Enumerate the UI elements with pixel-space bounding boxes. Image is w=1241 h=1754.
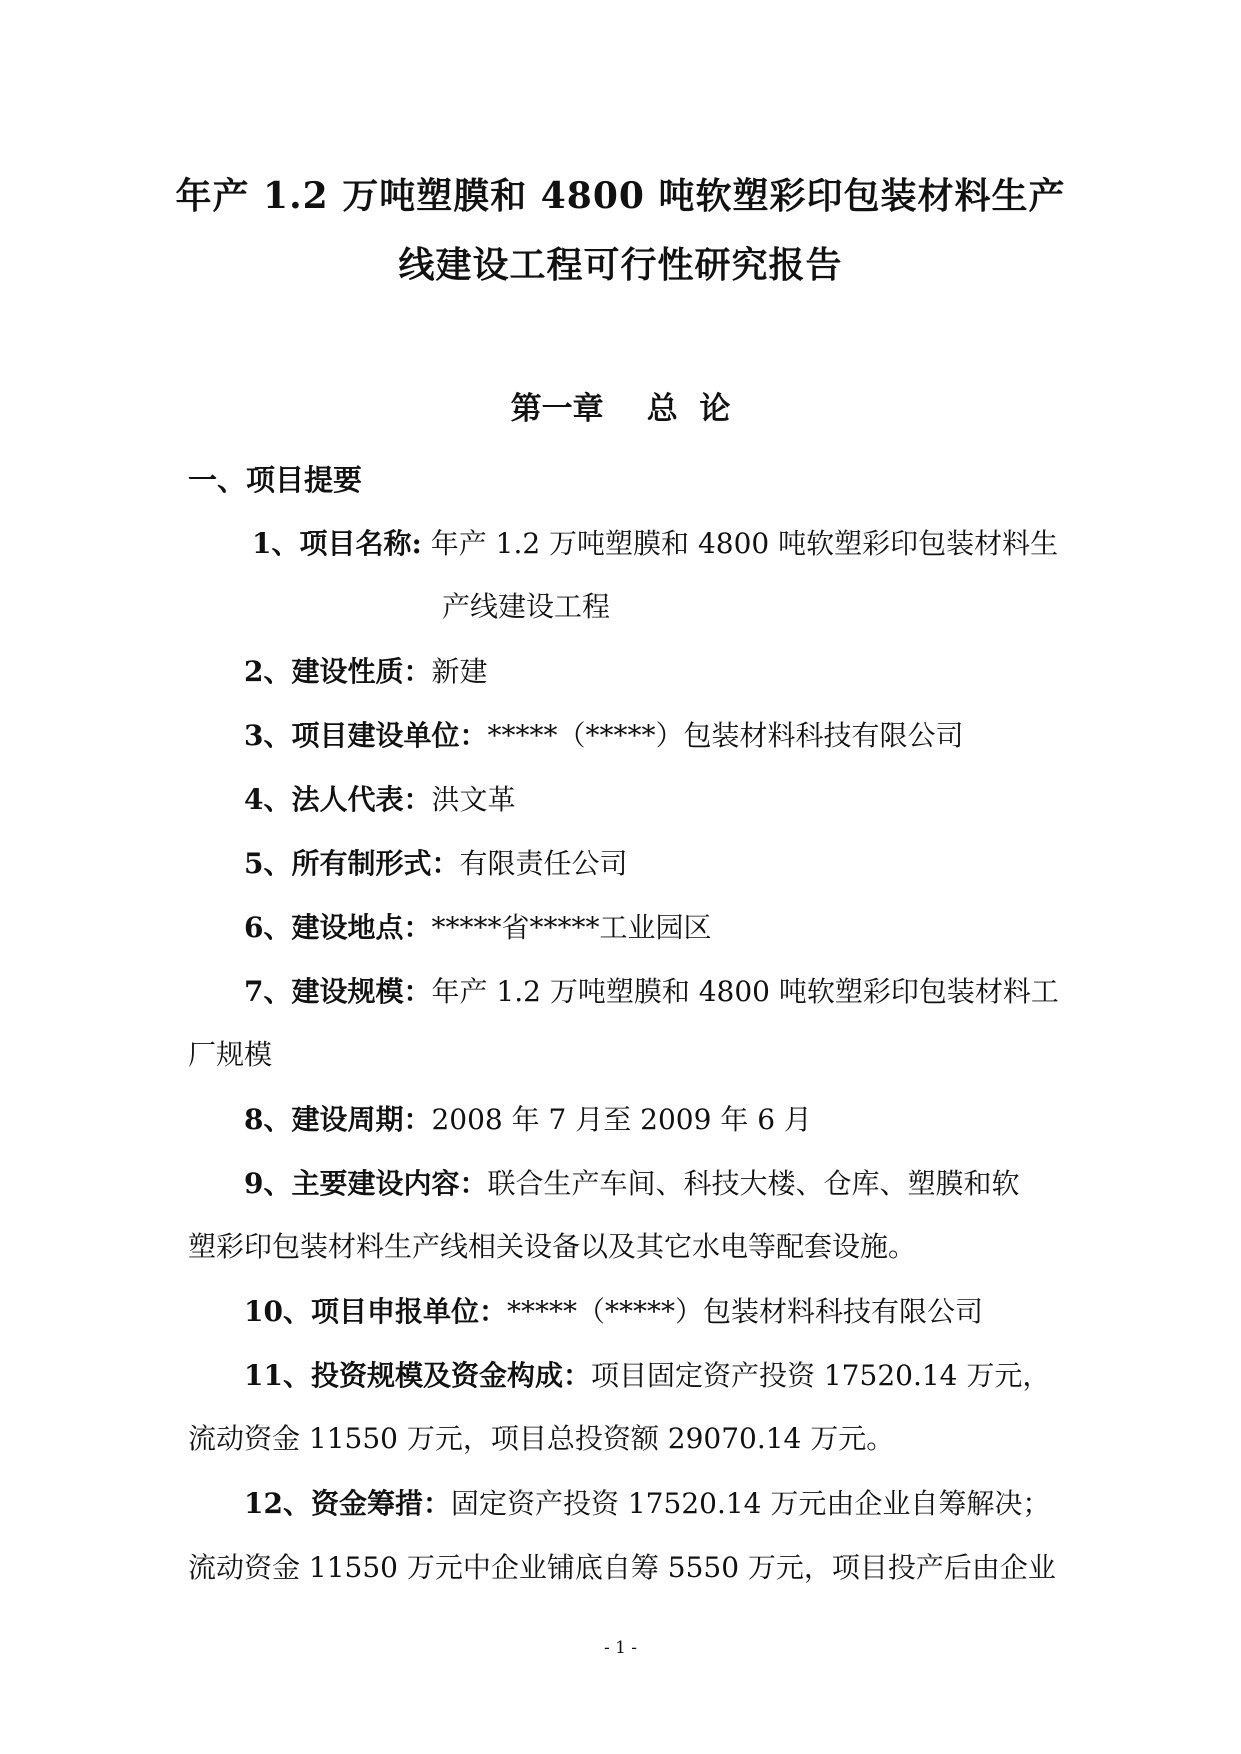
item-continuation: 流动资金 11550 万元，项目总投资额 29070.14 万元。 [188, 1422, 895, 1455]
section-heading: 一、项目提要 [188, 463, 363, 497]
item-value: 洪文革 [431, 783, 516, 816]
item-value: 有限责任公司 [459, 847, 628, 880]
item-continuation: 流动资金 11550 万元中企业铺底自筹 5550 万元，项目投产后由企业 [188, 1551, 1056, 1584]
report-title-line-1: 年产 1.2 万吨塑膜和 4800 吨软塑彩印包装材料生产 [175, 175, 1066, 217]
item-declaring-unit [244, 1295, 983, 1329]
item-value: 项目固定资产投资 17520.14 万元， [590, 1359, 1051, 1392]
item-construction-period [244, 1103, 812, 1137]
item-construction-unit [244, 719, 964, 753]
item-label: 4、法人代表： [244, 783, 432, 816]
item-project-name [252, 527, 1058, 561]
item-label: 5、所有制形式： [244, 847, 460, 880]
item-fund-raising [244, 1487, 1050, 1521]
item-label: 12、资金筹措： [244, 1487, 451, 1520]
chapter-heading: 第一章 总 论 [510, 391, 731, 427]
item-label: 3、项目建设单位： [244, 719, 488, 752]
report-title-line-2: 线建设工程可行性研究报告 [398, 244, 843, 286]
item-label: 9、主要建设内容： [244, 1167, 488, 1200]
item-continuation: 产线建设工程 [442, 590, 611, 623]
item-ownership-form [244, 847, 628, 881]
item-label: 10、项目申报单位： [244, 1295, 507, 1328]
item-value: *****（*****）包装材料科技有限公司 [487, 719, 964, 752]
item-construction-scale [244, 975, 1059, 1009]
item-label: 1、项目名称: [252, 527, 422, 560]
item-value: *****省*****工业园区 [431, 911, 712, 944]
item-value: 新建 [431, 655, 488, 688]
item-main-content [244, 1167, 1020, 1201]
item-label: 11、投资规模及资金构成： [244, 1359, 591, 1392]
item-label: 2、建设性质： [244, 655, 432, 688]
item-legal-representative [244, 783, 516, 817]
item-label: 7、建设规模： [244, 975, 432, 1008]
item-investment-scale [244, 1359, 1050, 1393]
item-construction-nature [244, 655, 488, 689]
item-value: 固定资产投资 17520.14 万元由企业自筹解决； [450, 1487, 1051, 1520]
page-number: - 1 - [603, 1638, 638, 1658]
item-value: 年产 1.2 万吨塑膜和 4800 吨软塑彩印包装材料生 [421, 527, 1059, 560]
item-construction-site [244, 911, 712, 945]
item-continuation: 厂规模 [188, 1038, 273, 1071]
item-value: 联合生产车间、科技大楼、仓库、塑膜和软 [487, 1167, 1020, 1200]
item-value: 年产 1.2 万吨塑膜和 4800 吨软塑彩印包装材料工 [431, 975, 1059, 1008]
item-value: 2008 年 7 月至 2009 年 6 月 [431, 1103, 812, 1136]
item-label: 8、建设周期： [244, 1103, 432, 1136]
item-label: 6、建设地点： [244, 911, 432, 944]
item-continuation: 塑彩印包装材料生产线相关设备以及其它水电等配套设施。 [188, 1230, 917, 1263]
item-value: *****（*****）包装材料科技有限公司 [506, 1295, 983, 1328]
